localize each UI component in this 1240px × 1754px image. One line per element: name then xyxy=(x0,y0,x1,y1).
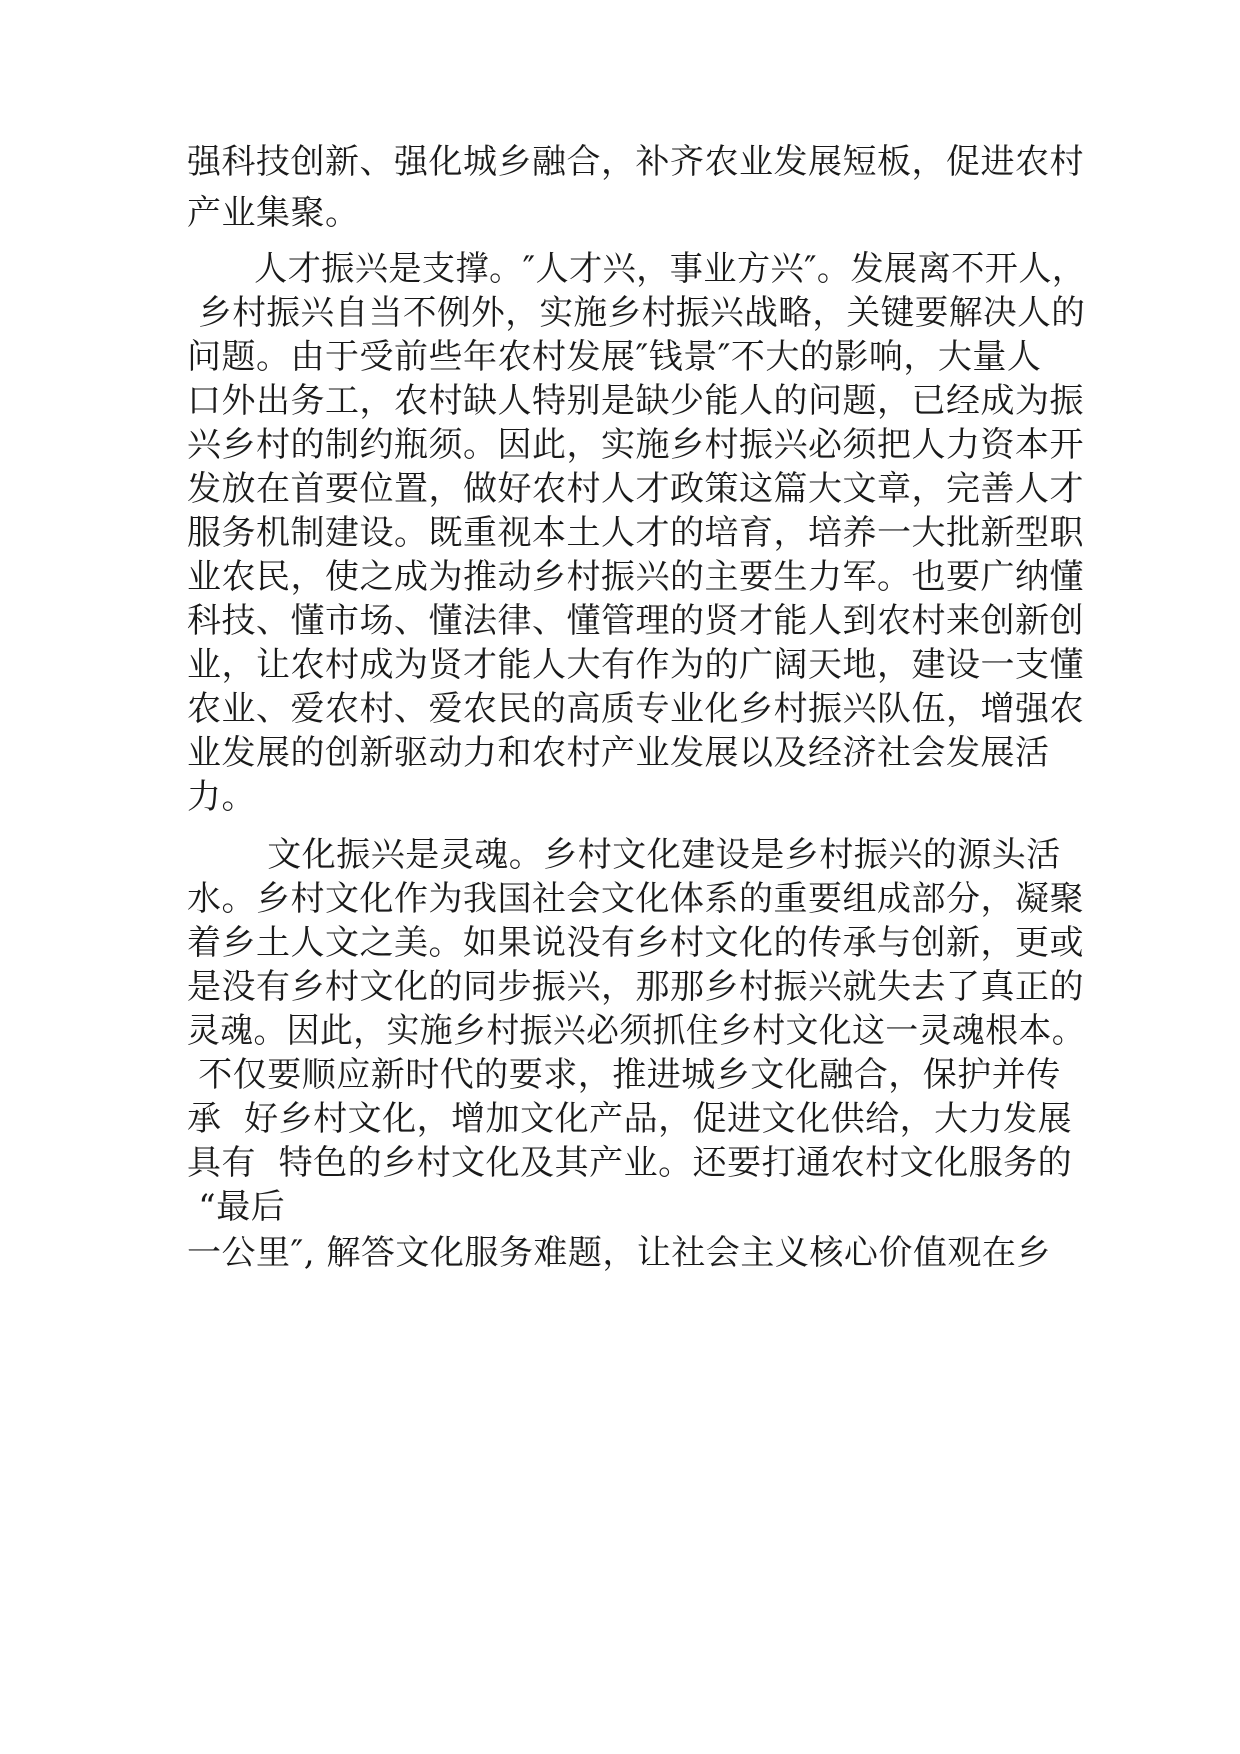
text-line: 着乡土人文之美。如果说没有乡村文化的传承与创新，更或 xyxy=(187,923,1084,963)
text-line: 问题。由于受前些年农村发展″钱景″不大的影响，大量人 xyxy=(187,337,1042,377)
text-line: 产业集聚。 xyxy=(187,193,360,233)
text-line: 兴乡村的制约瓶须。因此，实施乡村振兴必须把人力资本开 xyxy=(187,425,1084,465)
text-line: 不仅要顺应新时代的要求，推进城乡文化融合，保护并传 xyxy=(187,1055,1061,1095)
text-line: 业发展的创新驱动力和农村产业发展以及经济社会发展活 xyxy=(187,733,1050,773)
text-line: 文化振兴是灵魂。乡村文化建设是乡村振兴的源头活 xyxy=(187,835,1061,875)
text-line: 强科技创新、强化城乡融合，补齐农业发展短板，促进农村 xyxy=(187,142,1084,182)
text-line: 承 好乡村文化，增加文化产品，促进文化供给，大力发展 xyxy=(187,1099,1073,1139)
text-line: 是没有乡村文化的同步振兴，那那乡村振兴就失去了真正的 xyxy=(187,967,1084,1007)
text-line: 服务机制建设。既重视本土人才的培育，培养一大批新型职 xyxy=(187,513,1084,553)
text-line: 业农民，使之成为推动乡村振兴的主要生力军。也要广纳懂 xyxy=(187,557,1084,597)
text-line: 具有 特色的乡村文化及其产业。还要打通农村文化服务的 xyxy=(187,1143,1073,1183)
text-line: 乡村振兴自当不例外，实施乡村振兴战略，关键要解决人的 xyxy=(187,293,1086,333)
text-line: 力。 xyxy=(187,777,256,817)
text-line: 业，让农村成为贤才能人大有作为的广阔天地，建设一支懂 xyxy=(187,645,1084,685)
text-line: 灵魂。因此，实施乡村振兴必须抓住乡村文化这一灵魂根本。 xyxy=(187,1011,1085,1051)
text-line: 发放在首要位置，做好农村人才政策这篇大文章，完善人才 xyxy=(187,469,1084,509)
text-line: “最后 xyxy=(187,1187,286,1227)
text-line: 科技、懂市场、懂法律、懂管理的贤才能人到农村来创新创 xyxy=(187,601,1084,641)
text-line: 人才振兴是支撑。″人才兴，事业方兴″。发展离不开人， xyxy=(187,249,1086,289)
text-line: 水。乡村文化作为我国社会文化体系的重要组成部分，凝聚 xyxy=(187,879,1084,919)
text-line: 口外出务工，农村缺人特别是缺少能人的问题，已经成为振 xyxy=(187,381,1084,421)
text-line: 一公里″, 解答文化服务难题，让社会主义核心价值观在乡 xyxy=(187,1233,1051,1273)
text-line: 农业、爱农村、爱农民的高质专业化乡村振兴队伍，增强农 xyxy=(187,689,1084,729)
